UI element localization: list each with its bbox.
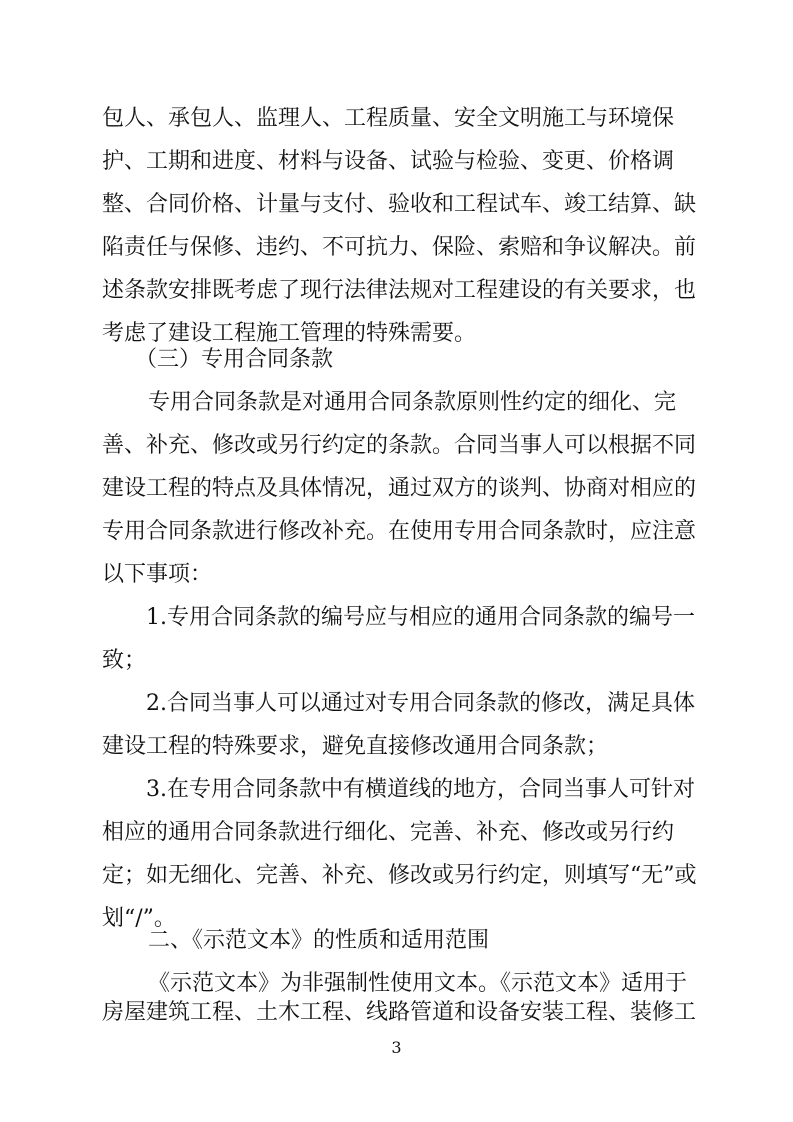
text-line: 定；如无细化、完善、补充、修改或另行约定，则填写“无”或 [102, 863, 697, 888]
list-item: 1.专用合同条款的编号应与相应的通用合同条款的编号一 [146, 605, 695, 630]
text-line: 包人、承包人、监理人、工程质量、安全文明施工与环境保 [102, 106, 675, 131]
text-line: 考虑了建设工程施工管理的特殊需要。 [102, 321, 477, 346]
text-line: 专用合同条款是对通用合同条款原则性约定的细化、完 [148, 390, 677, 415]
text-line: 致； [102, 648, 147, 673]
text-line: 《示范文本》为非强制性使用文本。《示范文本》适用于 [148, 971, 688, 996]
text-line: 相应的通用合同条款进行细化、完善、补充、修改或另行约 [102, 820, 675, 845]
text-line: 陷责任与保修、违约、不可抗力、保险、索赔和争议解决。前 [102, 235, 697, 260]
text-line: 建设工程的特殊要求，避免直接修改通用合同条款； [102, 734, 609, 759]
text-line: 善、补充、修改或另行约定的条款。合同当事人可以根据不同 [102, 433, 697, 458]
text-line: 建设工程的特点及具体情况，通过双方的谈判、协商对相应的 [102, 476, 697, 501]
list-item: 2.合同当事人可以通过对专用合同条款的修改，满足具体 [146, 691, 695, 716]
text-line: 划“/”。 [102, 906, 176, 931]
text-line: 房屋建筑工程、土木工程、线路管道和设备安装工程、装修工 [102, 1000, 697, 1025]
text-line: 述条款安排既考虑了现行法律法规对工程建设的有关要求，也 [102, 278, 697, 303]
list-item: 3.在专用合同条款中有横道线的地方，合同当事人可针对 [146, 777, 695, 802]
text-line: 以下事项： [102, 562, 213, 587]
text-line: 整、合同价格、计量与支付、验收和工程试车、竣工结算、缺 [102, 192, 697, 217]
page-number: 3 [391, 1038, 402, 1057]
section-heading: （三）专用合同条款 [135, 347, 334, 372]
text-line: 专用合同条款进行修改补充。在使用专用合同条款时，应注意 [102, 519, 697, 544]
section-heading: 二、《示范文本》的性质和适用范围 [148, 928, 490, 953]
text-line: 护、工期和进度、材料与设备、试验与检验、变更、价格调 [102, 149, 675, 174]
